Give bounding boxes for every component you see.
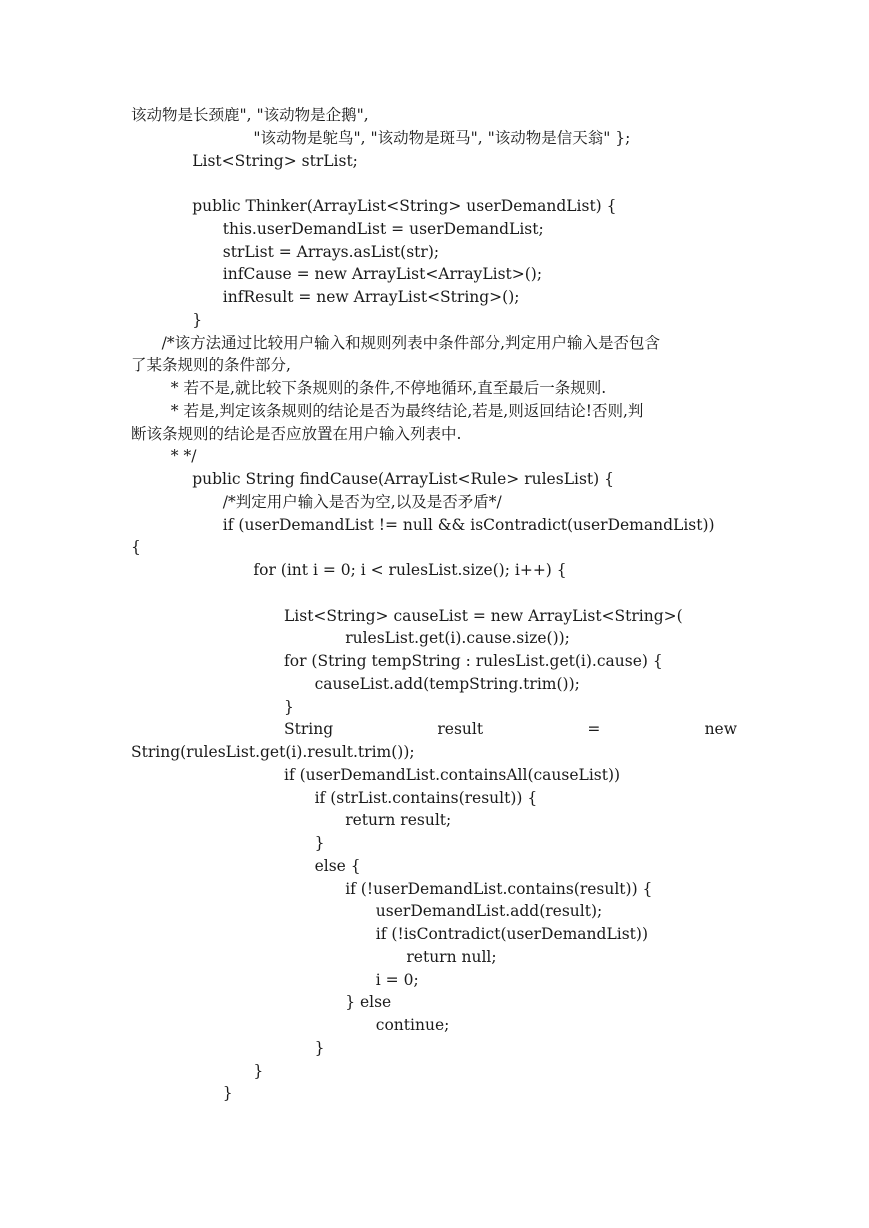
code-line: 该动物是长颈鹿", "该动物是企鹅", xyxy=(131,106,369,124)
code-line: } else xyxy=(345,993,392,1012)
code-line: List<String> strList; xyxy=(192,151,358,170)
code-line: if (!isContradict(userDemandList)) xyxy=(375,925,648,943)
code-line: } xyxy=(222,1084,233,1103)
code-line: if (userDemandList.containsAll(causeList)) xyxy=(284,765,621,784)
code-line: } xyxy=(284,697,294,716)
code-line: continue; xyxy=(375,1016,450,1034)
code-line: } xyxy=(192,310,203,329)
code-line: i = 0; xyxy=(375,970,419,989)
code-line: } xyxy=(314,834,325,852)
code-line: else { xyxy=(314,856,361,875)
code-line: public String findCause(ArrayList<Rule> rulesList) { xyxy=(192,470,614,488)
code-line: /*判定用户输入是否为空,以及是否矛盾*/ xyxy=(222,492,502,511)
code-line: if (strList.contains(result)) { xyxy=(314,788,538,807)
code-line: { xyxy=(131,538,141,557)
code-line: if (userDemandList != null && isContradict(userDemandList)) xyxy=(222,515,715,534)
code-line: "该动物是鸵鸟", "该动物是斑马", "该动物是信天翁" }; xyxy=(253,128,631,147)
code-line: String result = new xyxy=(284,720,737,739)
code-line: for (int i = 0; i < rulesList.size(); i++) { xyxy=(253,561,567,579)
code-line: strList = Arrays.asList(str); xyxy=(222,242,440,261)
code-line: * */ xyxy=(170,447,197,466)
code-line: public Thinker(ArrayList<String> userDemandList) { xyxy=(192,197,617,215)
code-line: /*该方法通过比较用户输入和规则列表中条件部分,判定用户输入是否包含 xyxy=(161,333,660,352)
code-line: causeList.add(tempString.trim()); xyxy=(314,674,580,693)
code-line: List<String> causeList = new ArrayList<String>( xyxy=(284,606,683,625)
code-line xyxy=(131,582,737,605)
code-line: 断该条规则的结论是否应放置在用户输入列表中. xyxy=(131,424,462,443)
code-line xyxy=(131,172,737,195)
code-line: infResult = new ArrayList<String>(); xyxy=(222,288,520,306)
code-line: infCause = new ArrayList<ArrayList>(); xyxy=(222,265,543,284)
code-line: userDemandList.add(result); xyxy=(375,902,603,921)
code-line: return null; xyxy=(406,947,497,966)
code-line: return result; xyxy=(345,811,452,830)
code-line: this.userDemandList = userDemandList; xyxy=(222,219,544,238)
code-line: for (String tempString : rulesList.get(i).cause) { xyxy=(284,652,663,670)
code-line: } xyxy=(314,1038,325,1057)
code-listing xyxy=(131,104,737,1105)
code-line: String(rulesList.get(i).result.trim()); xyxy=(131,743,415,761)
code-line: rulesList.get(i).cause.size()); xyxy=(345,629,570,648)
code-line: } xyxy=(253,1061,264,1080)
code-line: * 若不是,就比较下条规则的条件,不停地循环,直至最后一条规则. xyxy=(170,379,607,397)
code-line: if (!userDemandList.contains(result)) { xyxy=(345,879,653,898)
code-line: * 若是,判定该条规则的结论是否为最终结论,若是,则返回结论!否则,判 xyxy=(170,401,644,420)
code-line: 了某条规则的条件部分, xyxy=(131,356,291,375)
